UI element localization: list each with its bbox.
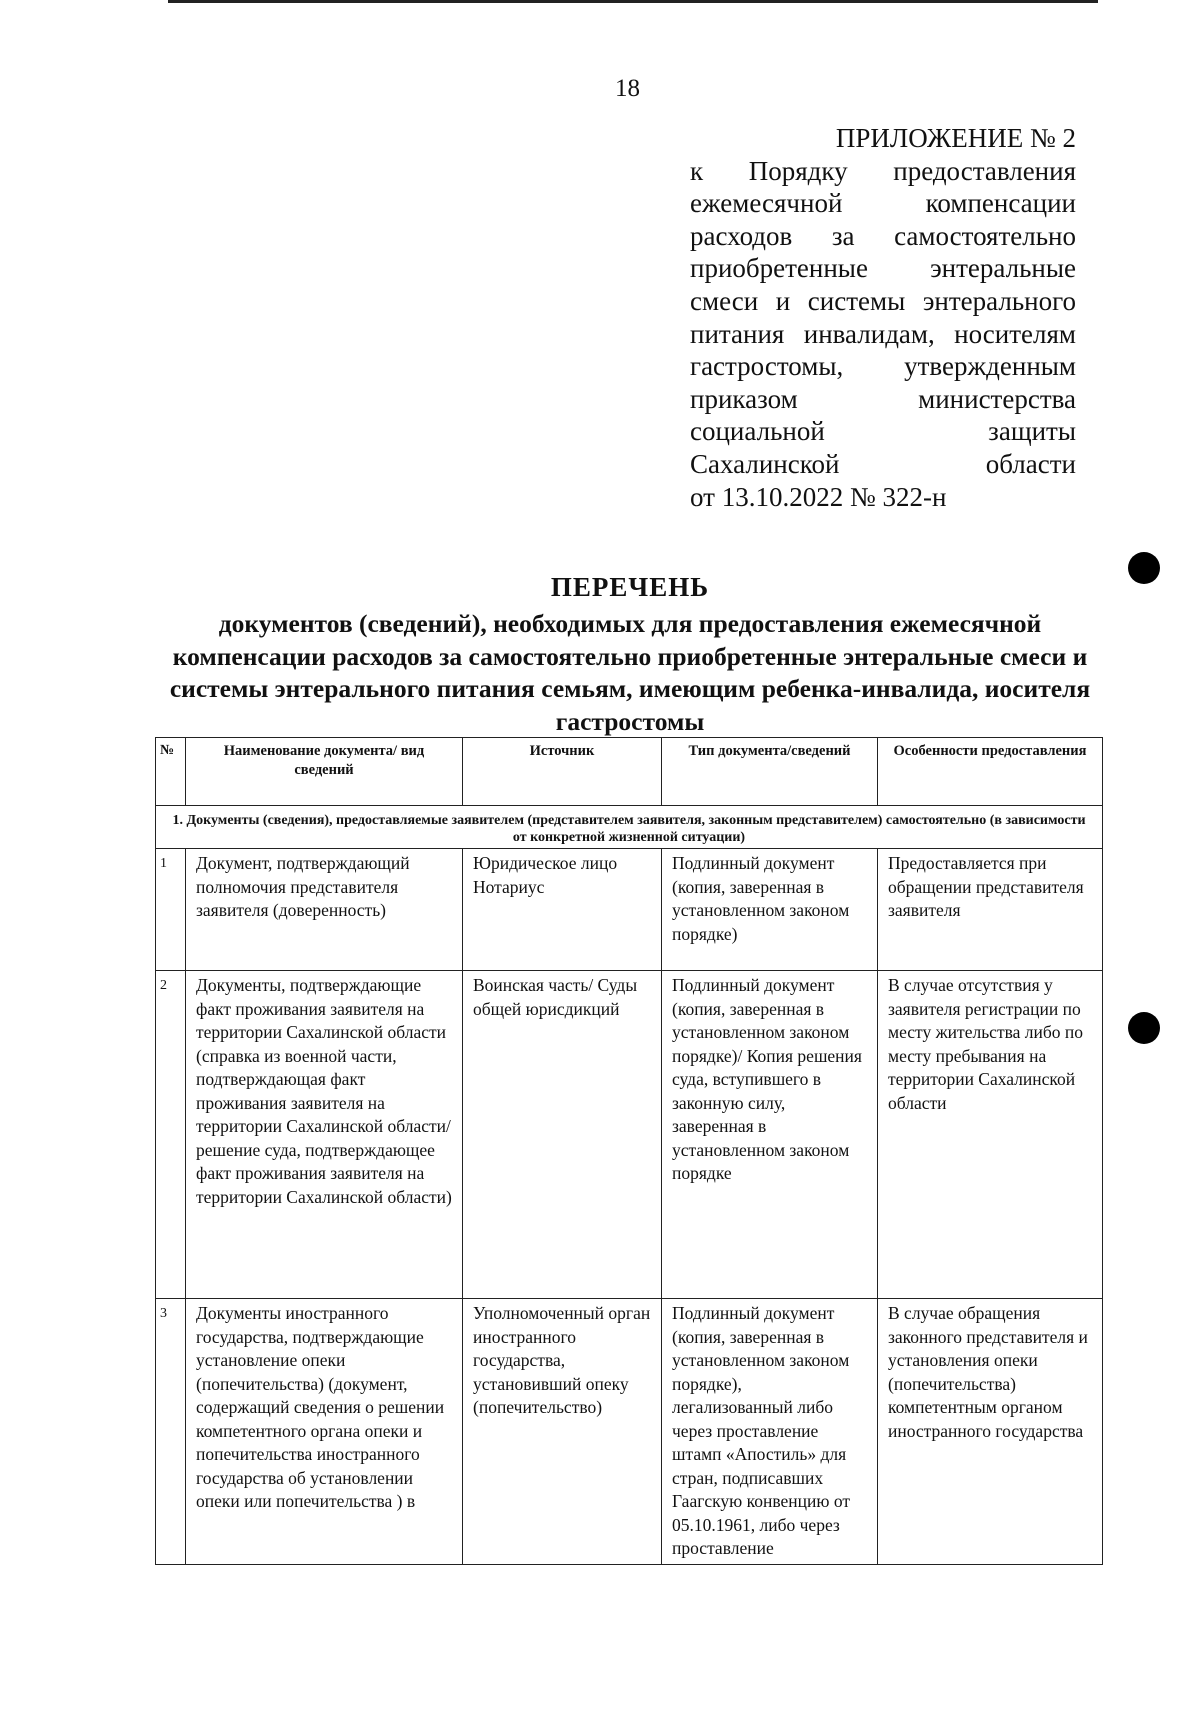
- row-document-name: Документ, подтверждающий полномочия представителя заявителя (доверенность): [186, 849, 463, 971]
- binder-hole-bottom: [1128, 1012, 1160, 1044]
- row-document-type: Подлинный документ (копия, заверенная в установленном законом порядке), легализованный либо через проставление штамп «Апостиль» для стран, подписавших Гаагскую конвенцию от 05.10.1961, либо через проставление: [662, 1299, 878, 1565]
- row-document-name: Документы иностранного государства, подтверждающие установление опеки (попечительства) (документ, содержащий сведения о решении компетентного органа опеки и попечительства иностранного государства об установлении опеки или попечительства ) в: [186, 1299, 463, 1565]
- appendix-line: от 13.10.2022 № 322-н: [690, 481, 947, 512]
- row-source: Воинская часть/ Суды общей юрисдикций: [463, 971, 662, 1299]
- appendix-block: [690, 122, 1076, 513]
- row-document-type: Подлинный документ (копия, заверенная в установленном законом порядке)/ Копия решения суда, вступившего в законную силу, заверенная в установленном законом порядке: [662, 971, 878, 1299]
- row-number: 1: [156, 849, 186, 971]
- appendix-line: социальной защиты: [690, 416, 1076, 447]
- header-document-name: Наименование документа/ вид сведений: [186, 738, 463, 806]
- page-number: 18: [615, 75, 640, 102]
- page-top-border: [168, 0, 1098, 3]
- row-document-name: Документы, подтверждающие факт проживания заявителя на территории Сахалинской области (справка из военной части, подтверждающая факт проживания заявителя на территории Сахалинской области/ решение суда, подтверждающее факт проживания заявителя на территории Сахалинской области): [186, 971, 463, 1299]
- section-row: [156, 806, 1103, 849]
- appendix-line: питания инвалидам, носителям: [690, 318, 1076, 349]
- row-source: Юридическое лицо Нотариус: [463, 849, 662, 971]
- appendix-line: к Порядку предоставления: [690, 155, 1076, 186]
- header-notes: Особенности предоставления: [878, 738, 1103, 806]
- appendix-line: Сахалинской области: [690, 448, 1076, 479]
- row-notes: Предоставляется при обращении представителя заявителя: [878, 849, 1103, 971]
- row-number: 3: [156, 1299, 186, 1565]
- document-title: ПЕРЕЧЕНЬ: [550, 572, 710, 602]
- section-heading: 1. Документы (сведения), предоставляемые заявителем (представителем заявителя, законным представителем) самостоятельно (в зависимости от конкретной жизненной ситуации): [156, 806, 1103, 849]
- header-document-type: Тип документа/сведений: [662, 738, 878, 806]
- binder-hole-top: [1128, 552, 1160, 584]
- row-document-type: Подлинный документ (копия, заверенная в установленном законом порядке): [662, 849, 878, 971]
- appendix-line: смеси и системы энтерального: [690, 285, 1076, 316]
- table-row: [156, 971, 1103, 1299]
- appendix-line: ежемесячной компенсации: [690, 188, 1076, 219]
- appendix-line: приобретенные энтеральные: [690, 253, 1076, 284]
- appendix-line: приказом министерства: [690, 383, 1076, 414]
- row-source: Уполномоченный орган иностранного государства, установивший опеку (попечительство): [463, 1299, 662, 1565]
- header-number: №: [156, 738, 186, 806]
- appendix-line: гастростомы, утвержденным: [690, 351, 1076, 382]
- appendix-title: ПРИЛОЖЕНИЕ № 2: [835, 123, 1076, 153]
- row-notes: В случае отсутствия у заявителя регистрации по месту жительства либо по месту пребывания на территории Сахалинской области: [878, 971, 1103, 1299]
- row-notes: В случае обращения законного представителя и установления опеки (попечительства) компетентным органом иностранного государства: [878, 1299, 1103, 1565]
- appendix-line: расходов за самостоятельно: [690, 220, 1076, 251]
- documents-table: [155, 737, 1103, 1565]
- document-subtitle: документов (сведений), необходимых для предоставления ежемесячной компенсации расходов за самостоятельно приобретенные энтеральные смеси и системы энтерального питания семьям, имеющим ребенка-инвалида, иосителя гастростомы: [169, 609, 1091, 736]
- header-source: Источник: [463, 738, 662, 806]
- table-header-row: [156, 738, 1103, 806]
- table-row: [156, 1299, 1103, 1565]
- row-number: 2: [156, 971, 186, 1299]
- table-row: [156, 849, 1103, 971]
